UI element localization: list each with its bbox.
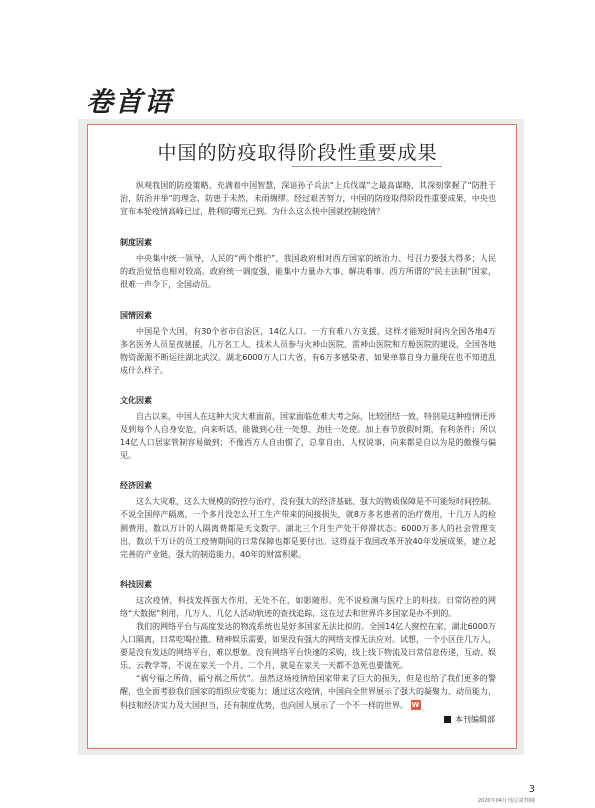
section-heading: 经济因素 xyxy=(120,481,152,491)
lead-paragraph: 纵观我国的防疫策略，充满着中国智慧，深谙孙子兵法“上兵伐谋”之最高谋略，其深刻掌握了“防胜于治，防治并举”的理念，防患于未然，未雨绸缪。经过艰苦努力，中国的防疫取得阶段性重要成果，中央也宣布本轮疫情高峰已过，胜利的曙光已到。为什么这么快中国就控制疫情？ xyxy=(120,181,496,217)
section-culture xyxy=(120,395,496,462)
section-economy xyxy=(120,480,496,560)
section-heading: 制度因素 xyxy=(120,238,152,248)
section-paragraph: 中国是个大国，有30个省市自治区，14亿人口。一方有难八方支援，这样才能短时间内全国各地4万多名医务人员星夜驰援，几万名工人、技术人员参与火神山医院、雷神山医院和方舱医院的建设，全国各地物资源源不断运往湖北武汉。湖北6000万人口大省，有6万多感染者，如果单靠自身力量现在也不知道乱成什么样子。 xyxy=(120,326,496,375)
title-divider xyxy=(292,166,442,167)
section-paragraph: 自古以来，中国人在这种大灾大难面前，国家面临危难大考之际，比较团结一致，特别是这种疫情还涉及到每个人自身安危，向来听话，能做到心往一处想、劲往一处使。加上春节放假时期，有利条件；所以14亿人口居家管制容易做到；不像西方人自由惯了，总拿自由、人权说事，向来都是自以为是的傲慢与偏见。 xyxy=(120,411,496,461)
section-institution xyxy=(120,237,496,291)
section-national xyxy=(120,310,496,377)
issue-info: 2020年04月刊/总第70期 xyxy=(477,798,535,804)
article-title: 中国的防疫取得阶段性重要成果 xyxy=(157,142,438,164)
byline-text: 本刊编辑部 xyxy=(455,715,495,724)
article-body xyxy=(120,173,496,730)
section-paragraph: 我们的网络平台与高度发达的物流系统也是好多国家无法比拟的。全国14亿人窗控在家，湖北6000万人口隔离，日常吃喝拉撒、精神娱乐需要，如果没有强大的网络支撑无法应对。试想，一个小区住几万人，要是没有发达的网络平台，难以想象。没有网络平台快速的采购，线上线下物流及日常信息传递，互动、娱乐、云教学等，不说在家关一个月、二个月，就是在家关一天都不急死也要饿死。 xyxy=(120,621,496,671)
section-heading: 科技因素 xyxy=(120,579,152,589)
section-paragraph: 这么大灾难，这么大规模的防控与治疗，没有强大的经济基础、强大的物质保障是不可能短时间控制。不说全国停产隔离，一个多月没怎么开工生产带来的间接损失，就8万多名患者的治疗费用，十几万人的检测费用，数以万计的人隔离费都是天文数字。湖北三个月生产处于停滞状态；6000万多人的社会管理支出，数以千万计的员工疫情期间的日常保障也都是要付出。这得益于我国改革开放40年发展成果，建立起完善的产业链，强大的制造能力，40年的财富积累。 xyxy=(120,497,496,559)
end-mark-icon: W xyxy=(411,701,420,710)
section-paragraph: 中央集中统一领导，人民的“两个维护”，我国政府相对西方国家的统治力、号召力要强大得多；人民的政治觉悟也相对较高。政府统一调度强，能集中力量办大事、解决难事。西方所谓的“民主法制”国家，很难一声令下，全国动员。 xyxy=(120,254,496,290)
page-number: 3 xyxy=(528,784,535,795)
column-title: 卷首语 xyxy=(86,87,173,118)
section-heading: 国情因素 xyxy=(120,310,152,320)
section-paragraph: 这次疫情，科技发挥强大作用，无处不在，如影随形。先不说检测与医疗上的科技。日常防控的网络“大数据”利用，几万人、几亿人活动轨迹的查找追踪，这在过去和世界许多国家是办不到的。 xyxy=(120,595,496,618)
section-heading: 文化因素 xyxy=(120,395,152,405)
byline xyxy=(444,714,495,725)
section-technology xyxy=(120,579,496,712)
square-bullet-icon xyxy=(444,716,451,723)
closing-text: “祸兮福之所倚，福兮祸之所伏”。虽然这场疫情给国家带来了巨大的损失，但是也给了我们更多的警醒，也全面考验我们国家的组织应变能力；通过这次疫情，中国向全世界展示了强大的凝聚力、动员能力，科技和经济实力及大国担当，还有制度优势，也向国人展示了一个不一样的世界。 xyxy=(120,674,496,710)
section-paragraph xyxy=(120,672,496,711)
